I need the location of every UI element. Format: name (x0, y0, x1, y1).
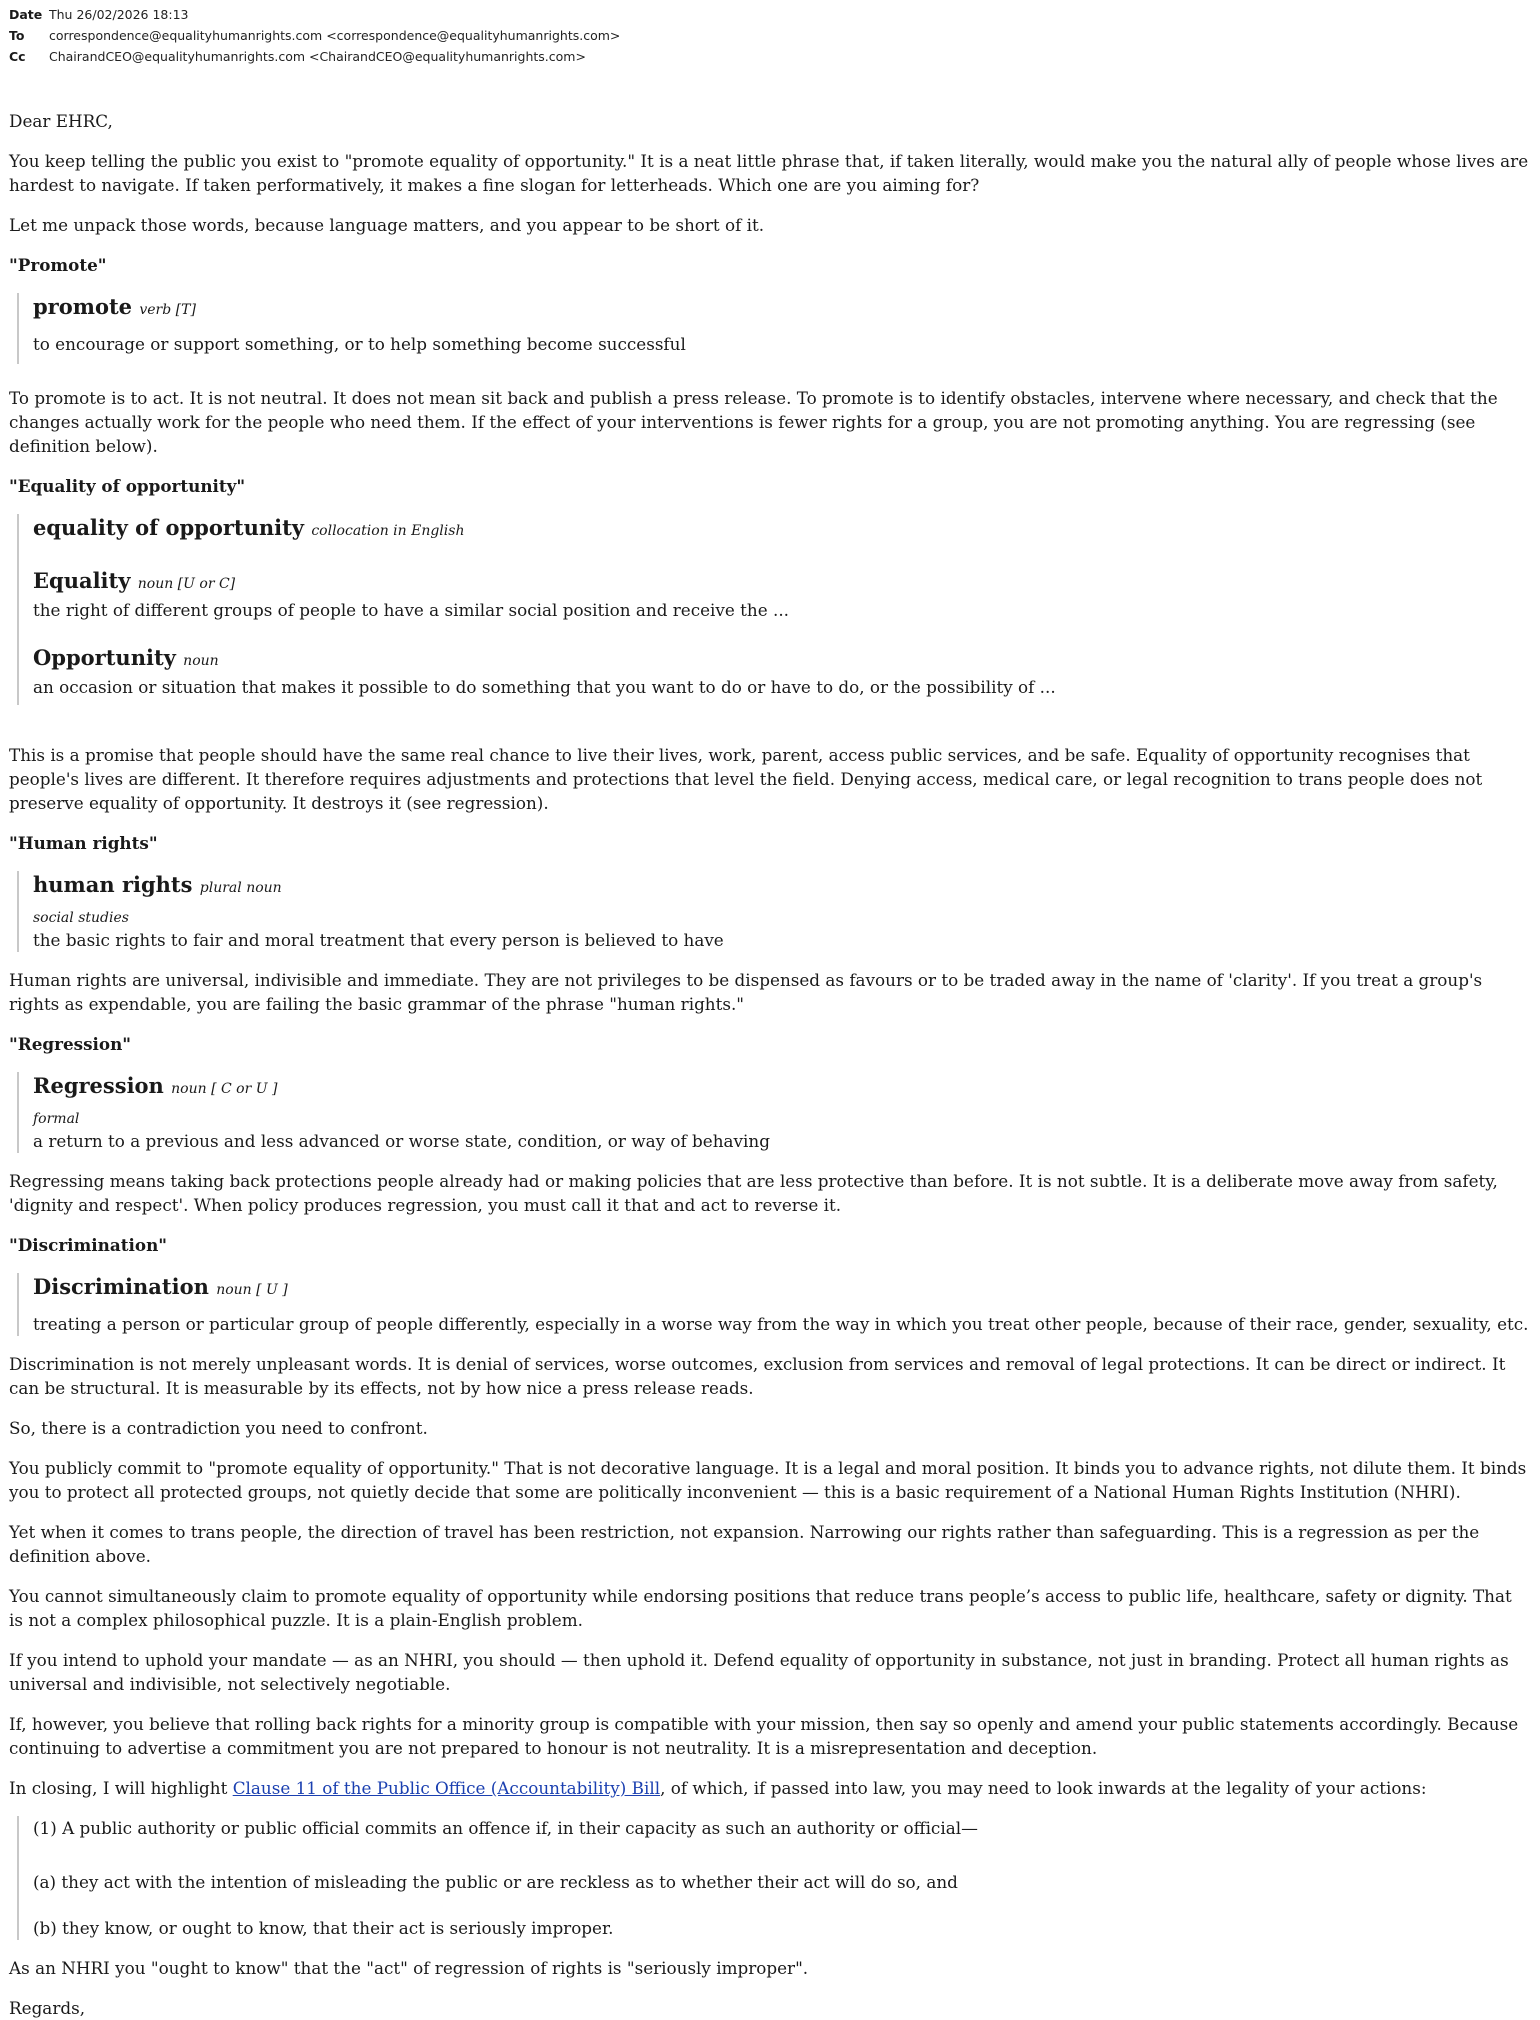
term-promote: promote (33, 294, 133, 319)
closing-text-after-link: , of which, if passed into law, you may need to look inwards at the legality of your actions: (660, 1778, 1427, 1798)
nhri-paragraph: As an NHRI you "ought to know" that the "act" of regression of rights is "seriously improper". (9, 1958, 809, 1978)
cc-label: Cc (9, 49, 26, 64)
definition-term (33, 1273, 1531, 1304)
heading-promote: "Promote" (9, 255, 107, 275)
header-cc-row (9, 46, 1531, 67)
to-recipient[interactable]: correspondence@equalityhumanrights.com <correspondence@equalityhumanrights.com> (49, 28, 621, 43)
heading-equality-of-opportunity: "Equality of opportunity" (9, 476, 246, 496)
definition-term (33, 644, 1531, 675)
definition-quote-promote (17, 293, 1531, 364)
part-of-speech: noun [U or C] (137, 576, 236, 592)
part-of-speech: noun [ U ] (216, 1282, 288, 1298)
definition-quote-regression (17, 1072, 1531, 1153)
clause-line-1: (1) A public authority or public official commits an offence if, in their capacity as such an authority or official— (33, 1818, 978, 1838)
human-rights-paragraph: Human rights are universal, indivisible and immediate. They are not privileges to be dispensed as favours or to be traded away in the name of 'clarity'. If you treat a group's rights as expendable, you are failing the basic grammar of the phrase "human rights." (9, 970, 1483, 1014)
term-opportunity: Opportunity (33, 645, 176, 670)
term-human-rights: human rights (33, 872, 193, 897)
intro-paragraph-2: Let me unpack those words, because language matters, and you appear to be short of it. (9, 215, 765, 235)
cc-recipient[interactable]: ChairandCEO@equalityhumanrights.com <ChairandCEO@equalityhumanrights.com> (49, 49, 586, 64)
date-label: Date (9, 7, 43, 22)
definition-term (33, 1072, 1531, 1103)
bill-clause-link[interactable]: Clause 11 of the Public Office (Accountability) Bill (232, 1778, 661, 1798)
closing-text-before-link: In closing, I will highlight (9, 1778, 233, 1798)
usage-register: formal (33, 1111, 80, 1127)
signoff: Regards, (9, 1998, 86, 2018)
heading-regression: "Regression" (9, 1034, 132, 1054)
heading-human-rights: "Human rights" (9, 833, 158, 853)
date-value: Thu 26/02/2026 18:13 (49, 7, 189, 22)
clause-quote (17, 1816, 1531, 1940)
usage-register: social studies (33, 910, 129, 926)
header-to-row (9, 25, 1531, 46)
term-equality-of-opportunity: equality of opportunity (33, 515, 305, 540)
definition-term (33, 871, 1531, 902)
definition-quote-equality (17, 514, 1531, 705)
however-paragraph: If, however, you believe that rolling back rights for a minority group is compatible with your mission, then say so openly and amend your public statements accordingly. Because continuing to advertise a commitment you are not prepared to honour is not neutrality. It is a misrepresentation and deception. (9, 1714, 1519, 1758)
clause-line-b: (b) they know, or ought to know, that their act is seriously improper. (33, 1918, 614, 1938)
mandate-paragraph: If you intend to uphold your mandate — as an NHRI, you should — then uphold it. Defend equality of opportunity in substance, not just in branding. Protect all human rights as universal and indivisible, not selectively negotiable. (9, 1650, 1509, 1694)
definition-term (33, 514, 1531, 545)
definition-text: the right of different groups of people to have a similar social position and receive the ... (33, 600, 789, 620)
part-of-speech: noun (183, 653, 219, 669)
regression-paragraph: Regressing means taking back protections people already had or making policies that are less protective than before. It is not subtle. It is a deliberate move away from safety, 'dignity and respect'. When policy produces regression, you must call it that and act to reverse it. (9, 1171, 1498, 1215)
term-equality: Equality (33, 568, 131, 593)
definition-text: a return to a previous and less advanced or worse state, condition, or way of behaving (33, 1131, 770, 1151)
header-date-row (9, 4, 1531, 25)
definition-term (33, 293, 1531, 324)
greeting: Dear EHRC, (9, 111, 113, 131)
term-regression: Regression (33, 1073, 164, 1098)
part-of-speech: plural noun (199, 880, 282, 896)
cannot-paragraph: You cannot simultaneously claim to promote equality of opportunity while endorsing positions that reduce trans people’s access to public life, healthcare, safety or dignity. That is not a complex philosophical puzzle. It is a plain-English problem. (9, 1586, 1512, 1630)
email-header (9, 4, 1531, 67)
definition-text: the basic rights to fair and moral treatment that every person is believed to have (33, 930, 724, 950)
trans-paragraph: Yet when it comes to trans people, the direction of travel has been restriction, not expansion. Narrowing our rights rather than safeguarding. This is a regression as per the definition above. (9, 1522, 1480, 1566)
term-discrimination: Discrimination (33, 1274, 209, 1299)
part-of-speech: collocation in English (311, 523, 465, 539)
definition-text: treating a person or particular group of people differently, especially in a worse way from the way in which you treat other people, because of their race, gender, sexuality, etc. (33, 1314, 1529, 1334)
clause-line-a: (a) they act with the intention of misleading the public or are reckless as to whether their act will do so, and (33, 1872, 958, 1892)
part-of-speech: verb [T] (139, 302, 196, 318)
closing-paragraph (9, 1776, 1531, 1800)
part-of-speech: noun [ C or U ] (171, 1081, 278, 1097)
promote-paragraph: To promote is to act. It is not neutral. It does not mean sit back and publish a press release. To promote is to identify obstacles, intervene where necessary, and check that the changes actually work for the people who need them. If the effect of your interventions is fewer rights for a group, you are not promoting anything. You are regressing (see definition below). (9, 388, 1498, 456)
to-label: To (9, 28, 25, 43)
commitment-paragraph: You publicly commit to "promote equality of opportunity." That is not decorative language. It is a legal and moral position. It binds you to advance rights, not dilute them. It binds you to protect all protected groups, not quietly decide that some are politically inconvenient — this is a basic requirement of a National Human Rights Institution (NHRI). (9, 1458, 1527, 1502)
email-body (9, 109, 1531, 2020)
discrimination-paragraph: Discrimination is not merely unpleasant words. It is denial of services, worse outcomes, exclusion from services and removal of legal protections. It can be direct or indirect. It can be structural. It is measurable by its effects, not by how nice a press release reads. (9, 1354, 1506, 1398)
heading-discrimination: "Discrimination" (9, 1235, 168, 1255)
definition-term (33, 567, 1531, 598)
definition-quote-human-rights (17, 871, 1531, 952)
intro-paragraph-1: You keep telling the public you exist to "promote equality of opportunity." It is a neat little phrase that, if taken literally, would make you the natural ally of people whose lives are hardest to navigate. If taken performatively, it makes a fine slogan for letterheads. Which one are you aiming for? (9, 151, 1529, 195)
definition-quote-discrimination (17, 1273, 1531, 1336)
definition-text: an occasion or situation that makes it possible to do something that you want to do or have to do, or the possibility of ... (33, 677, 1056, 697)
definition-text: to encourage or support something, or to help something become successful (33, 334, 686, 354)
contradiction-paragraph: So, there is a contradiction you need to confront. (9, 1418, 428, 1438)
equality-paragraph: This is a promise that people should have the same real chance to live their lives, work, parent, access public services, and be safe. Equality of opportunity recognises that people's lives are different. It therefore requires adjustments and protections that level the field. Denying access, medical care, or legal recognition to trans people does not preserve equality of opportunity. It destroys it (see regression). (9, 745, 1483, 813)
